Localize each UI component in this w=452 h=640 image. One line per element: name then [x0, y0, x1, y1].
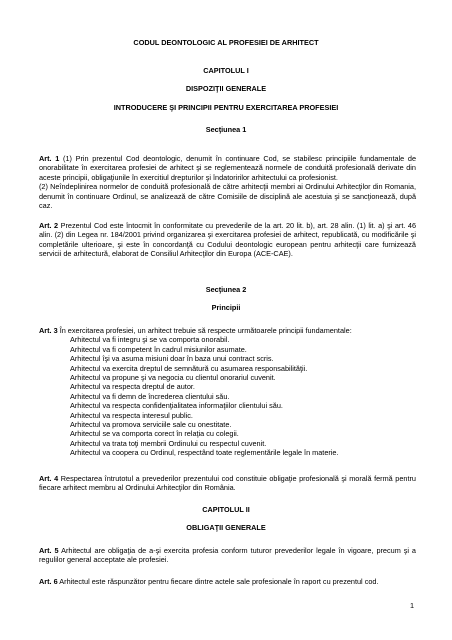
principle-item: Arhitectul va trata toţi membrii Ordinului cu respectul cuvenit. — [70, 438, 267, 448]
article-1 — [39, 154, 416, 210]
section-1-heading: Secţiunea 1 — [205, 125, 247, 134]
principle-item: Arhitectul va fi integru şi se va comporta onorabil. — [70, 335, 230, 345]
article-1-text: (1) Prin prezentul Cod deontologic, denumit în continuare Cod, se stabilesc principiile fundamentale de onorabilitate în exercitarea profesiei de arhitect şi se reglementează normele de conduită profesională derivate din aceste principii, obligaţiunile în exercitiul drepturilor şi îndatoririlor arhitectului ca profesionist. — [39, 154, 417, 182]
article-5-text: Arhitectul are obligaţia de a-şi exercita profesia conform tuturor prevederilor legale în vigoare, precum şi a regulilor general acceptate ale profesiei. — [39, 546, 416, 565]
principle-item: Arhitectul va respecta dreptul de autor. — [70, 382, 195, 392]
article-3-label: Art. 3 — [39, 326, 58, 335]
principle-item: Arhitectul va fi competent în cadrul misiunilor asumate. — [70, 344, 247, 354]
article-2 — [39, 221, 416, 259]
document-title: CODUL DEONTOLOGIC AL PROFESIEI DE ARHITECT — [133, 38, 319, 47]
chapter-2-heading: CAPITOLUL II — [202, 505, 250, 514]
principle-item: Arhitectul îşi va asuma misiuni doar în baza unui contract scris. — [70, 354, 274, 364]
chapter-1-heading: CAPITOLUL I — [203, 66, 249, 75]
article-6-label: Art. 6 — [39, 577, 58, 586]
principle-item: Arhitectul va coopera cu Ordinul, respectând toate reglementările legale în materie. — [70, 448, 339, 458]
principle-item: Arhitectul se va comporta corect în relaţia cu colegii. — [70, 429, 239, 439]
article-3 — [39, 326, 416, 458]
article-2-label: Art. 2 — [39, 221, 59, 230]
article-5-label: Art. 5 — [39, 546, 59, 555]
article-4-text: Respectarea întrutotul a prevederilor prezentului cod constituie obligaţie profesională şi morală fermă pentru fiecare arhitect membru al Ordinului Arhitecţilor din România. — [39, 474, 416, 493]
article-4-label: Art. 4 — [39, 474, 59, 483]
principle-item: Arhitectul va exercita dreptul de semnătură cu asumarea responsabilităţii. — [70, 363, 308, 373]
principle-item: Arhitectul va respecta confidenţialitatea informaţiilor clientului său. — [70, 401, 283, 411]
chapter-1-name: DISPOZIŢII GENERALE — [185, 84, 267, 93]
article-1-label: Art. 1 — [39, 154, 60, 163]
principle-item: Arhitectul va propune şi va negocia cu clientul onorariul cuvenit. — [70, 373, 276, 383]
article-6 — [39, 577, 416, 586]
principle-item: Arhitectul va respecta interesul public. — [70, 410, 193, 420]
article-5 — [39, 546, 416, 565]
principle-item: Arhitectul va promova serviciile sale cu onestitate. — [70, 420, 232, 430]
article-1-paragraph-2: (2) Neîndeplinirea normelor de conduită profesională de către arhitecţii membri ai Ordinului Arhitecţilor din Romania, denumit în continuare Ordinul, se analizează de către Comisiile de disciplină ale acestuia şi se sancţionează, după caz. — [39, 182, 416, 211]
principle-item: Arhitectul va fi demn de încrederea clientului său. — [70, 391, 230, 401]
article-4 — [39, 474, 416, 493]
principles-list — [39, 335, 416, 457]
chapter-1-subtitle: INTRODUCERE ŞI PRINCIPII PENTRU EXERCITAREA PROFESIEI — [113, 103, 339, 112]
section-2-heading: Secţiunea 2 — [205, 285, 247, 294]
article-2-text: Prezentul Cod este întocmit în conformitate cu prevederile de la art. 20 lit. b), art. 28 alin. (1) lit. a) şi art. 46 alin. (2) din Legea nr. 184/2001 privind organizarea şi exercitarea profesiei de arhitect, republicată, cu modificările şi completările ulterioare, şi este în concordanţă cu Codului deontologic european pentru arhitecţii care furnizează servicii de arhitectură, elaborat de Consiliul Arhitecţilor din Europa (ACE-CAE). — [39, 221, 417, 259]
article-3-text: În exercitarea profesiei, un arhitect trebuie să respecte următoarele principii fundamentale: — [59, 326, 352, 335]
principles-heading: Principii — [211, 303, 241, 312]
chapter-2-name: OBLIGAŢII GENERALE — [186, 523, 266, 532]
page-number: 1 — [409, 601, 414, 610]
article-6-text: Arhitectul este răspunzător pentru fiecare dintre actele sale profesionale în raport cu prezentul cod. — [59, 577, 379, 586]
